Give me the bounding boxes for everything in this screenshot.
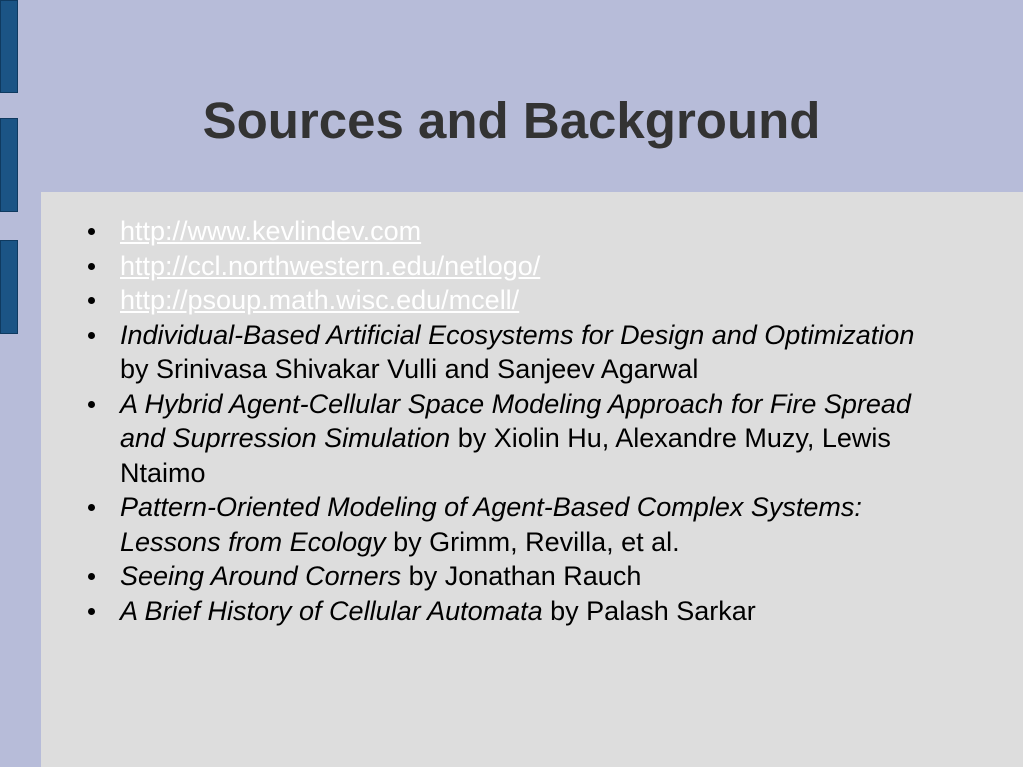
list-item (85, 594, 945, 629)
list-item (85, 283, 945, 318)
source-link[interactable]: http://psoup.math.wisc.edu/mcell/ (120, 285, 520, 315)
list-item (85, 559, 945, 594)
book-title: A Brief History of Cellular Automata (120, 595, 543, 626)
slide-title: Sources and Background (202, 92, 821, 149)
bullet-icon (88, 228, 95, 235)
bullet-icon (88, 263, 95, 270)
side-bar-bottom (0, 240, 18, 334)
list-item (85, 214, 945, 249)
book-title: Seeing Around Corners (120, 561, 402, 591)
bullet-icon (88, 297, 95, 304)
bullet-icon (88, 401, 95, 408)
bullet-icon (88, 608, 95, 615)
list-item (85, 387, 945, 491)
content-panel (41, 192, 1023, 767)
book-authors: by Srinivasa Shivakar Vulli and Sanjeev Agarwal (120, 354, 699, 384)
bullet-icon (88, 573, 95, 580)
list-item (85, 249, 945, 284)
sources-list (85, 214, 945, 628)
bullet-icon (88, 504, 95, 511)
book-title: A Hybrid Agent-Cellular Space Modeling Approach for Fire Spread and Suprression Simulation (120, 388, 911, 453)
book-authors: by Palash Sarkar (542, 595, 756, 626)
book-title: Individual-Based Artificial Ecosystems for Design and Optimization (120, 319, 915, 350)
source-link[interactable]: http://ccl.northwestern.edu/netlogo/ (120, 250, 541, 281)
book-authors: by Jonathan Rauch (401, 561, 642, 591)
book-authors: by Grimm, Revilla, et al. (385, 526, 680, 557)
list-item (85, 490, 945, 559)
source-link[interactable]: http://www.kevlindev.com (120, 216, 422, 246)
book-authors: by Xiolin Hu, Alexandre Muzy, Lewis Ntaimo (120, 423, 891, 488)
book-title: Pattern-Oriented Modeling of Agent-Based Complex Systems: Lessons from Ecology (120, 492, 862, 557)
bullet-icon (88, 332, 95, 339)
list-item (85, 318, 945, 387)
side-bar-top (0, 0, 18, 93)
